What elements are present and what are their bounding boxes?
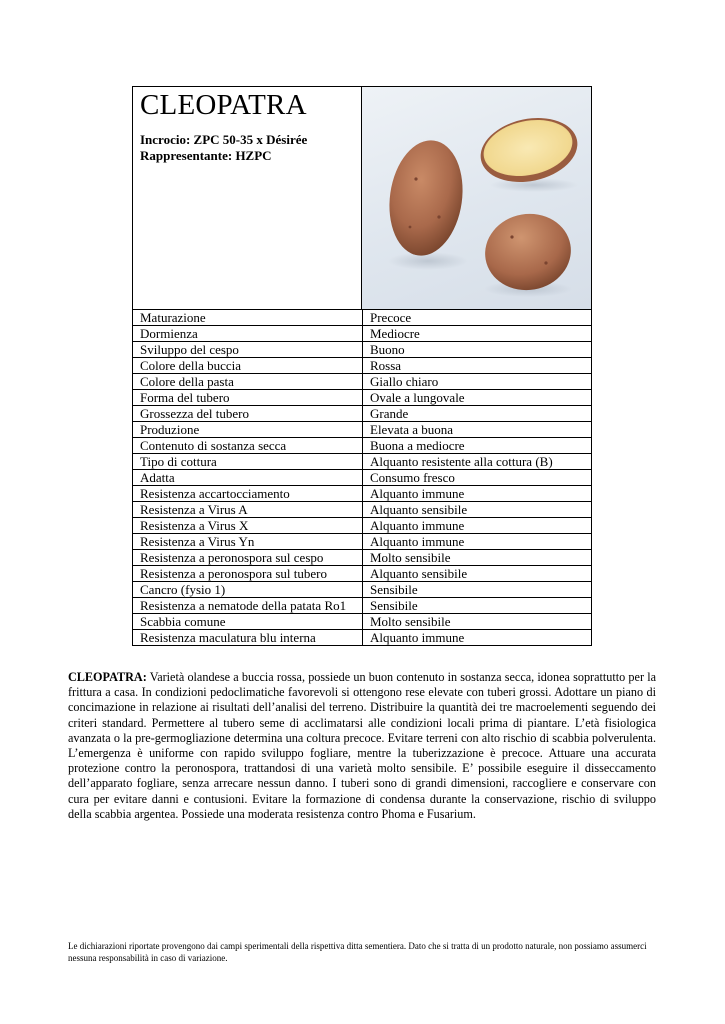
property-name: Produzione <box>133 422 363 438</box>
property-value: Mediocre <box>363 326 592 342</box>
property-value: Buono <box>363 342 592 358</box>
property-name: Colore della pasta <box>133 374 363 390</box>
description-text: Varietà olandese a buccia rossa, possiede un buon contenuto in sostanza secca, idonea soprattutto per la frittura a casa. In condizioni pedoclimatiche favorevoli si ottengono rese elevate con tuberi grossi. Adottare un piano di concimazione in relazione ai risultati dell’analisi del terreno. Distribuire la quantità dei tre macroelementi seguendo dei criteri standard. Permettere al tubero seme di acclimatarsi alle condizioni locali prima di piantare. L’età fisiologica avanzata o la pre-germogliazione determina una coltura precoce. Evitare terreni con alto rischio di scabbia polverulenta. L’emergenza è uniforme con rapido sviluppo fogliare, mentre la tuberizzazione è precoce. Attuare una accurata protezione contro la peronospora, trattandosi di una varietà molto sensibile. E’ possibile eseguire il disseccamento dell’apparato fogliare, senza arrecare nessun danno. I tuberi sono di grandi dimensioni, raccogliere e conservare con cura per evitare danni e contusioni. Evitare la formazione di condensa durante la conservazione, rischio di sviluppo della scabbia argentea. Possiede una moderata resistenza contro Phoma e Fusarium. <box>68 670 656 821</box>
property-value: Alquanto immune <box>363 534 592 550</box>
property-value: Rossa <box>363 358 592 374</box>
property-row <box>133 502 591 518</box>
property-row <box>133 454 591 470</box>
property-name: Resistenza a peronospora sul tubero <box>133 566 363 582</box>
property-value: Ovale a lungovale <box>363 390 592 406</box>
property-name: Cancro (fysio 1) <box>133 582 363 598</box>
tuber-eye <box>510 235 513 238</box>
property-name: Resistenza accartocciamento <box>133 486 363 502</box>
property-row <box>133 358 591 374</box>
property-row <box>133 342 591 358</box>
properties-table-body <box>133 310 591 645</box>
tuber-eye <box>544 261 547 264</box>
property-row <box>133 566 591 582</box>
description-lead: CLEOPATRA: <box>68 670 147 684</box>
property-value: Alquanto immune <box>363 518 592 534</box>
property-row <box>133 614 591 630</box>
property-name: Forma del tubero <box>133 390 363 406</box>
cross-line: Incrocio: ZPC 50-35 x Désirée <box>140 132 308 147</box>
property-name: Grossezza del tubero <box>133 406 363 422</box>
property-value: Grande <box>363 406 592 422</box>
property-name: Maturazione <box>133 310 363 326</box>
property-row <box>133 406 591 422</box>
property-name: Scabbia comune <box>133 614 363 630</box>
property-name: Contenuto di sostanza secca <box>133 438 363 454</box>
tuber-eye <box>409 226 412 229</box>
variety-title: CLEOPATRA <box>140 89 307 121</box>
property-name: Tipo di cottura <box>133 454 363 470</box>
property-row <box>133 310 591 326</box>
properties-table <box>133 310 591 645</box>
tuber-eye <box>437 215 440 218</box>
variety-description <box>68 670 656 822</box>
property-name: Dormienza <box>133 326 363 342</box>
property-row <box>133 534 591 550</box>
property-row <box>133 630 591 646</box>
property-value: Elevata a buona <box>363 422 592 438</box>
property-name: Adatta <box>133 470 363 486</box>
whole-tuber-round <box>479 207 577 297</box>
property-row <box>133 550 591 566</box>
property-row <box>133 438 591 454</box>
property-value: Molto sensibile <box>363 614 592 630</box>
potato-photo <box>362 87 591 309</box>
property-name: Resistenza maculatura blu interna <box>133 630 363 646</box>
tuber-shadow <box>388 252 468 270</box>
property-value: Sensibile <box>363 582 592 598</box>
property-name: Colore della buccia <box>133 358 363 374</box>
property-row <box>133 518 591 534</box>
property-name: Sviluppo del cespo <box>133 342 363 358</box>
property-row <box>133 470 591 486</box>
property-value: Molto sensibile <box>363 550 592 566</box>
property-name: Resistenza a Virus Yn <box>133 534 363 550</box>
property-row <box>133 486 591 502</box>
property-value: Alquanto resistente alla cottura (B) <box>363 454 592 470</box>
property-row <box>133 422 591 438</box>
potato-illustration <box>362 87 590 309</box>
property-value: Precoce <box>370 310 412 325</box>
property-name: Resistenza a Virus X <box>133 518 363 534</box>
whole-tuber-oval <box>382 136 469 261</box>
variety-sheet <box>132 86 592 646</box>
property-value: Alquanto immune <box>363 630 592 646</box>
property-name: Resistenza a peronospora sul cespo <box>133 550 363 566</box>
representative-line: Rappresentante: HZPC <box>140 148 272 163</box>
disclaimer: Le dichiarazioni riportate provengono dai campi sperimentali della rispettiva ditta sementiera. Dato che si tratta di un prodotto naturale, non possiamo assumerci nessuna responsabilità in caso di variazione. <box>68 941 647 963</box>
property-row <box>133 598 591 614</box>
property-name: Resistenza a nematode della patata Ro1 <box>133 598 363 614</box>
property-value: Alquanto sensibile <box>363 502 592 518</box>
property-row <box>133 582 591 598</box>
header-text-block <box>133 87 362 309</box>
property-row <box>133 326 591 342</box>
property-value: Consumo fresco <box>363 470 592 486</box>
property-value: Sensibile <box>363 598 592 614</box>
property-value: Alquanto immune <box>363 486 592 502</box>
property-value: Buona a mediocre <box>363 438 592 454</box>
property-row <box>133 374 591 390</box>
property-value: Giallo chiaro <box>363 374 592 390</box>
property-name: Resistenza a Virus A <box>133 502 363 518</box>
property-value: Alquanto sensibile <box>363 566 592 582</box>
sheet-header <box>133 87 591 310</box>
property-row <box>133 390 591 406</box>
tuber-eye <box>414 177 417 180</box>
